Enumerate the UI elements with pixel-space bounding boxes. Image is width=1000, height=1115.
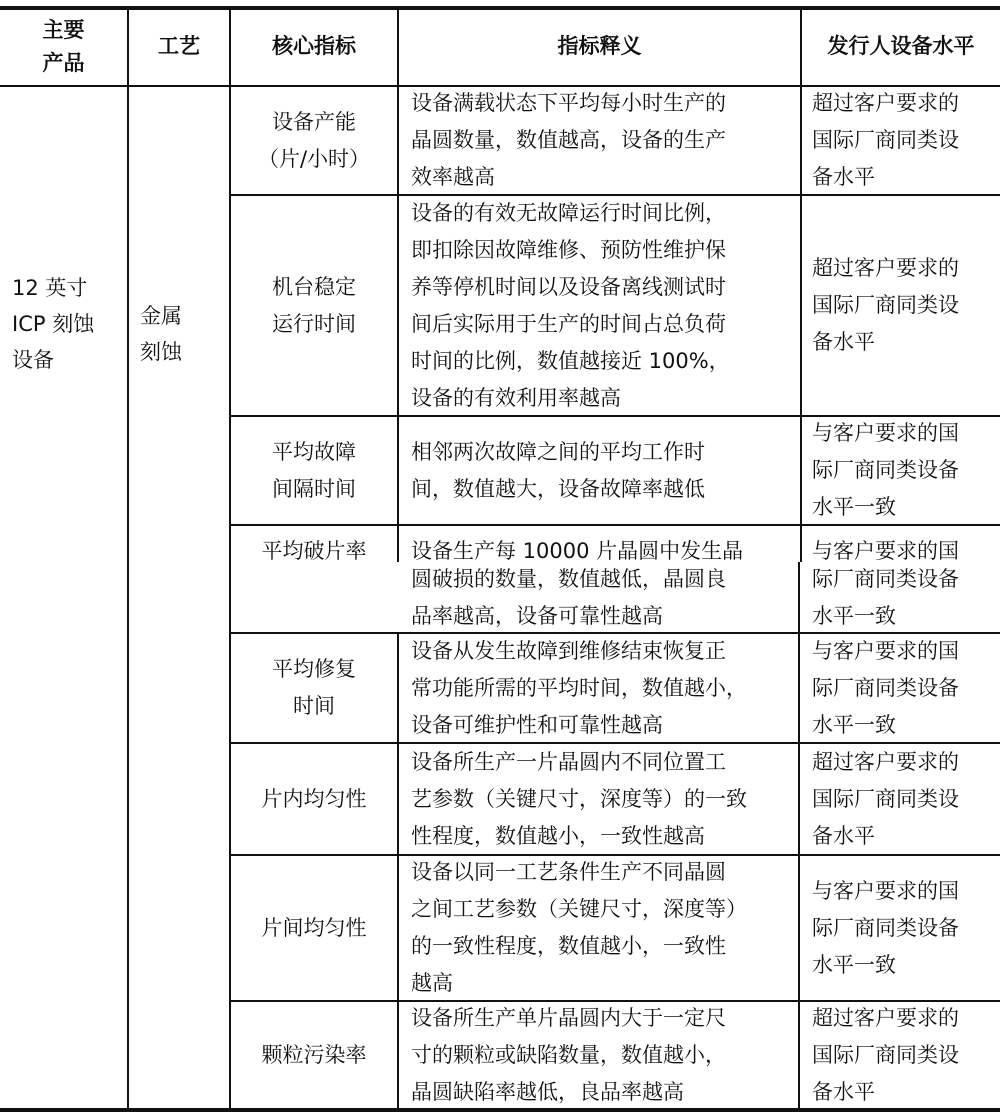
indicator-cell: 片间均匀性: [261, 915, 367, 940]
indicator-cell: 平均破片率: [261, 539, 367, 563]
level-cell: 与客户要求的国 际厂商同类设备 水平一致: [812, 421, 959, 519]
level-cell: 与客户要求的国 际厂商同类设备 水平一致: [812, 638, 959, 737]
main-product-cell: 12 英寸 ICP 刻蚀 设备: [12, 276, 95, 372]
level-cell: 与客户要求的国 际厂商同类设备 水平一致: [812, 878, 959, 977]
explanation-cell: 设备以同一工艺条件生产不同晶圆 之间工艺参数（关键尺寸，深度等） 的一致性程度，数值越小，一致性 越高: [411, 860, 747, 995]
process-cell: 金属 刻蚀: [140, 304, 182, 364]
level-cell: 超过客户要求的 国际厂商同类设 备水平: [812, 749, 959, 848]
indicator-cell: 颗粒污染率: [261, 1042, 367, 1067]
explanation-cell: 设备从发生故障到维修结束恢复正 常功能所需的平均时间，数值越小， 设备可维护性和可靠性越高: [411, 638, 747, 737]
header-main-product: 主要 产品: [42, 17, 85, 75]
level-cell-continued: 际厂商同类设备 水平一致: [812, 567, 959, 628]
explanation-cell: 设备所生产一片晶圆内不同位置工 艺参数（关键尺寸，深度等）的一致 性程度，数值越小，一致性越高: [411, 749, 747, 848]
header-issuer-equipment-level: 发行人设备水平: [827, 34, 975, 58]
explanation-cell: 设备所生产单片晶圆内大于一定尺 寸的颗粒或缺陷数量，数值越小， 晶圆缺陷率越低，良品率越高: [411, 1005, 726, 1104]
explanation-cell: 设备满载状态下平均每小时生产的 晶圆数量，数值越高，设备的生产 效率越高: [411, 91, 726, 189]
level-cell-first-line: 与客户要求的国: [812, 539, 959, 563]
indicator-cell: 设备产能 （片/小时）: [257, 109, 371, 171]
level-cell: 超过客户要求的 国际厂商同类设 备水平: [812, 91, 959, 189]
explanation-cell: 设备的有效无故障运行时间比例， 即扣除因故障维修、预防性维护保 养等停机时间以及设备离线测试时 间后实际用于生产的时间占总负荷 时间的比例，数值越接近 100%， 设备的有效利用率越高: [411, 200, 730, 410]
header-process: 工艺: [158, 34, 200, 58]
explanation-cell-first-line: 设备生产每 10000 片晶圆中发生晶: [411, 539, 744, 563]
indicator-cell: 片内均匀性: [261, 786, 367, 811]
explanation-cell-continued: 圆破损的数量，数值越低，晶圆良 品率越高，设备可靠性越高: [411, 567, 726, 628]
explanation-cell: 相邻两次故障之间的平均工作时 间，数值越大，设备故障率越低: [411, 439, 705, 501]
indicator-cell: 平均故障 间隔时间: [272, 439, 356, 501]
header-core-indicator: 核心指标: [272, 34, 356, 58]
level-cell: 超过客户要求的 国际厂商同类设 备水平: [812, 256, 959, 354]
indicator-cell: 平均修复 时间: [272, 657, 356, 718]
header-indicator-explanation: 指标释义: [557, 34, 642, 58]
indicator-cell: 机台稳定 运行时间: [272, 274, 356, 336]
level-cell: 超过客户要求的 国际厂商同类设 备水平: [812, 1005, 959, 1104]
